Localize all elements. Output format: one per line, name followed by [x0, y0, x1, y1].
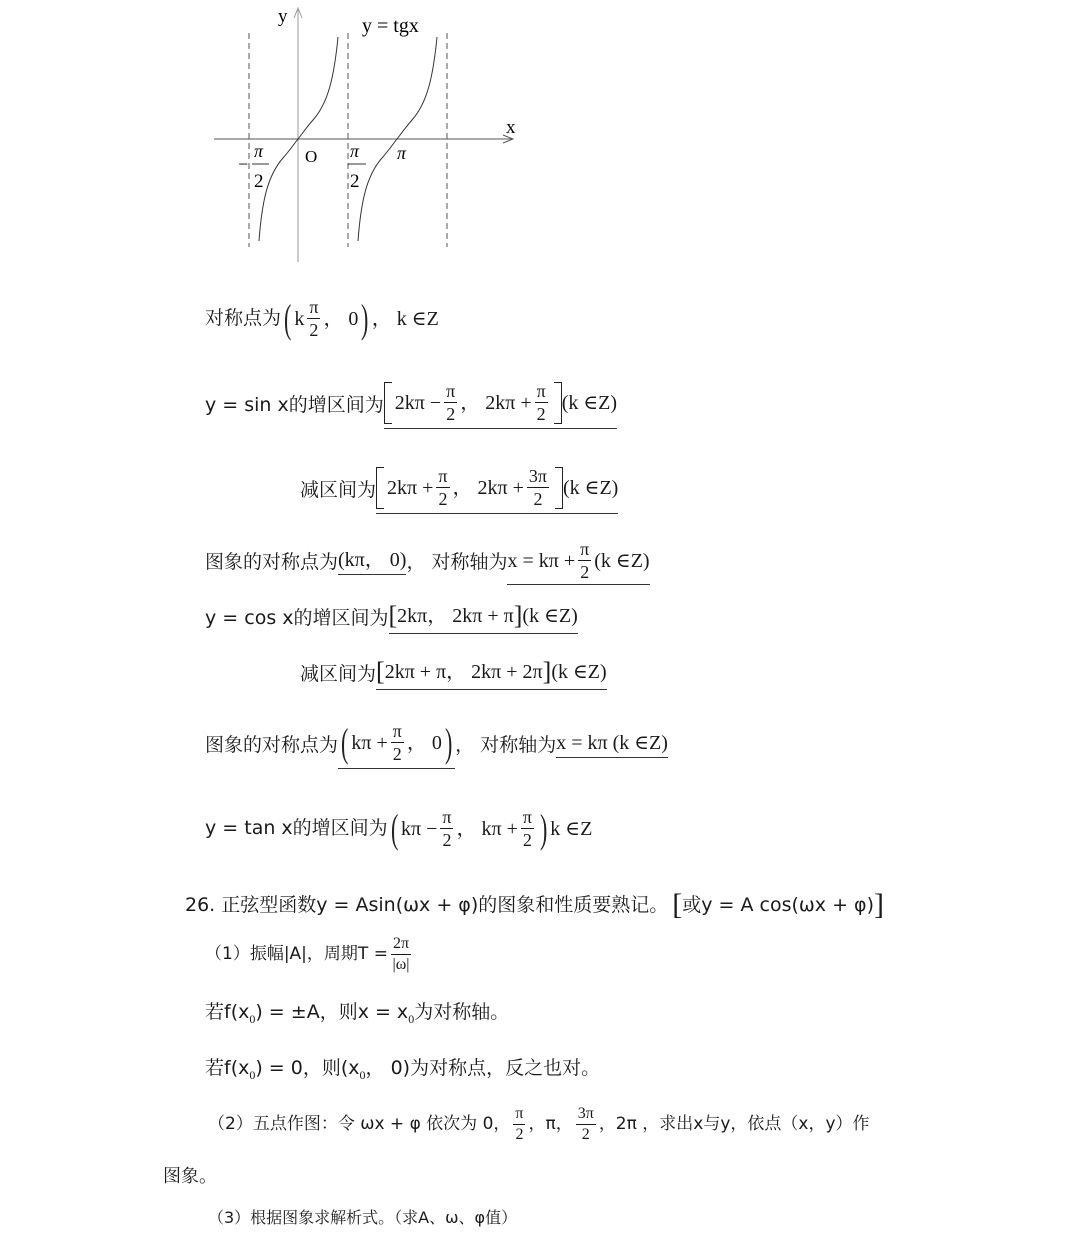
- rule-point-line: 若f(x 0 ) = 0，则(x 0 ， 0)为对称点，反之也对。: [205, 1057, 601, 1082]
- tan-symmetry-line: 对称点为 ( k $\frac{\pi}{2}$ ， 0 ) ， k ∈Z: [205, 295, 439, 341]
- fraction: $\frac{\pi}{2}$: [309, 297, 319, 340]
- analytic-formula-line: （3）根据图象求解析式。（求A、ω、φ值）: [208, 1208, 518, 1227]
- amplitude-period-line: （1）振幅|A|，周期T = $\frac{2\pi}{|\omega|}$: [205, 935, 410, 973]
- section-26-heading: 26. 正弦型函数y = Asin(ωx + φ)的图象和性质要熟记。 [ 或y = A cos(ωx + φ) ]: [185, 888, 884, 921]
- origin-label: O: [305, 147, 318, 166]
- graph-title: y = tgx: [362, 15, 419, 37]
- sin-symmetry-line: 图象的对称点为 (kπ， 0) ， 对称轴为 x = kπ + $\frac{\pi}{2}$ (k ∈Z): [205, 540, 650, 585]
- tick-neg-num: π: [254, 141, 264, 161]
- tan-increasing-line: y = tan x的增区间为 ( kπ − $\frac{\pi}{2}$ ， kπ + $\frac{\pi}{2}$ ) k ∈Z: [205, 805, 593, 851]
- sin-decreasing-line: 减区间为 2kπ + $\frac{\pi}{2}$ ， 2kπ + $\frac{3\pi}{2}$ (k ∈Z): [300, 467, 618, 514]
- cos-increasing-line: y = cos x的增区间为 [ 2kπ， 2kπ + π ] (k ∈Z): [205, 603, 578, 634]
- tick-half-pi-num: π: [350, 141, 360, 161]
- rule-axis-line: 若f(x 0 ) = ±A，则x = x 0 为对称轴。: [205, 1001, 510, 1026]
- tick-neg-den: 2: [254, 171, 264, 192]
- sin-increasing-line: y = sin x的增区间为 2kπ − $\frac{\pi}{2}$ ， 2kπ + $\frac{\pi}{2}$ (k ∈Z): [205, 382, 617, 429]
- tick-pi: π: [397, 143, 407, 163]
- y-label: y: [278, 6, 288, 27]
- five-point-line: （2）五点作图：令 ωx + φ 依次为 0， $\frac{\pi}{2}$ ，π， $\frac{3\pi}{2}$ ，2π ，求出x与y，依点（x，y）作: [208, 1105, 870, 1143]
- cos-decreasing-line: 减区间为 [ 2kπ + π， 2kπ + 2π ] (k ∈Z): [300, 659, 607, 690]
- x-label: x: [506, 117, 516, 138]
- tick-neg-sign: −: [238, 154, 249, 174]
- tangent-graph: [200, 0, 540, 270]
- five-point-continuation: 图象。: [163, 1166, 217, 1187]
- cos-symmetry-line: 图象的对称点为 ( kπ + $\frac{\pi}{2}$ ， 0 ) ， 对称轴为 x = kπ (k ∈Z): [205, 722, 668, 769]
- tick-half-pi-den: 2: [350, 171, 360, 192]
